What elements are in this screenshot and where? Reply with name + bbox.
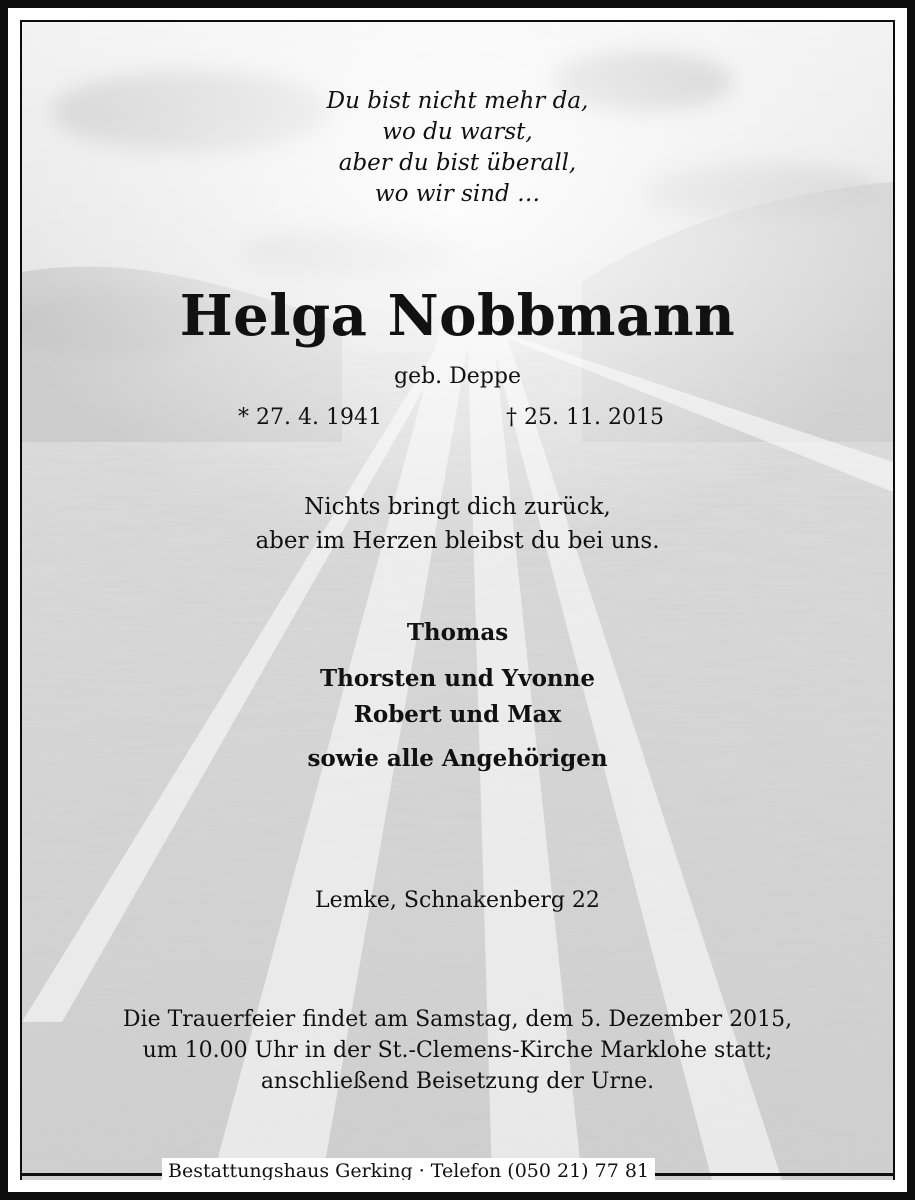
poem-line: Du bist nicht mehr da,	[326, 88, 589, 114]
address: Lemke, Schnakenberg 22	[315, 888, 600, 913]
funeral-service-info	[22, 1004, 893, 1097]
mourners	[22, 615, 893, 777]
obituary-notice	[20, 20, 895, 1180]
service-line: Die Trauerfeier findet am Samstag, dem 5. Dezember 2015,	[122, 1007, 793, 1032]
memorial-quote	[22, 490, 893, 558]
quote-line: Nichts bringt dich zurück,	[304, 494, 611, 520]
footer	[22, 1158, 893, 1180]
mourner-line: Thomas	[406, 619, 509, 646]
mourner-line: Robert und Max	[353, 701, 562, 728]
mourner-line: Thorsten und Yvonne	[320, 665, 595, 692]
poem-line: aber du bist überall,	[338, 150, 577, 176]
deceased-name: Helga Nobbmann	[179, 283, 736, 349]
service-line: anschließend Beisetzung der Urne.	[260, 1069, 655, 1094]
quote-line: aber im Herzen bleibst du bei uns.	[255, 528, 660, 554]
poem	[22, 86, 893, 210]
funeral-home-contact: Bestattungshaus Gerking · Telefon (050 21) 77 81	[162, 1158, 655, 1180]
birth-date: * 27. 4. 1941	[238, 405, 382, 430]
maiden-name: geb. Deppe	[393, 364, 521, 389]
mourner-line: sowie alle Angehörigen	[307, 745, 608, 772]
death-date: † 25. 11. 2015	[506, 405, 664, 430]
poem-line: wo du warst,	[382, 119, 533, 145]
service-line: um 10.00 Uhr in der St.-Clemens-Kirche Marklohe statt;	[142, 1038, 773, 1063]
poem-line: wo wir sind …	[374, 181, 541, 207]
